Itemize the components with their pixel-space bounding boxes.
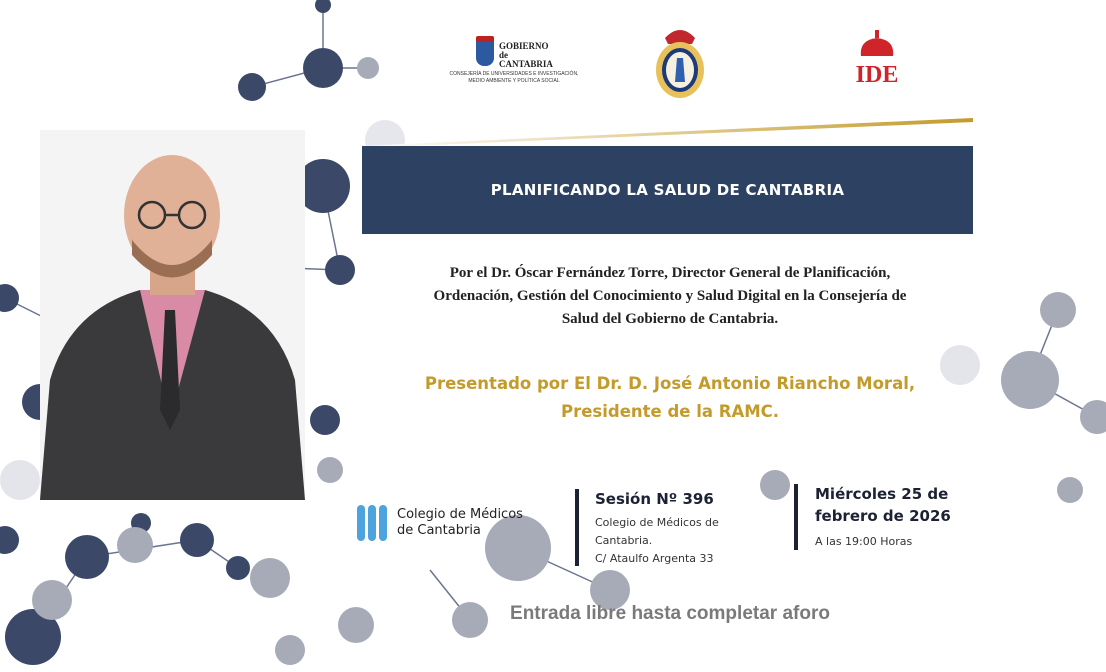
divider [575, 489, 579, 566]
free-entry-notice: Entrada libre hasta completar aforo [510, 603, 830, 624]
speaker-portrait [40, 130, 305, 500]
colegio-bars-icon [357, 505, 387, 541]
speaker-description: Por el Dr. Óscar Fernández Torre, Director General de Planificación, Ordenación, Gestión del Conocimiento y Salud Digital en la Consejería de Salud del Gobierno de Cantabria. [433, 265, 907, 327]
ide-logo: IDE [855, 30, 899, 88]
gobierno-cantabria-logo: GOBIERNO de CANTABRIA CONSEJERÍA DE UNIVERSIDADES E INVESTIGACIÓN, MEDIO AMBIENTE Y POLÍTICA SOCIAL [449, 36, 579, 84]
colegio-medicos-logo: Colegio de Médicos de Cantabria [357, 505, 523, 541]
divider [794, 484, 798, 550]
session-info: Sesión Nº 396 Colegio de Médicos de Cantabria. C/ Ataulfo Argenta 33 [595, 490, 719, 565]
ramc-crest-logo [650, 20, 710, 100]
date-info: Miércoles 25 de febrero de 2026 A las 19:00 Horas [815, 485, 951, 548]
gold-accent-stripe [362, 118, 973, 148]
title-banner: PLANIFICANDO LA SALUD DE CANTABRIA [362, 146, 973, 234]
presenter-text: Presentado por El Dr. D. José Antonio Riancho Moral, Presidente de la RAMC. [424, 374, 916, 421]
